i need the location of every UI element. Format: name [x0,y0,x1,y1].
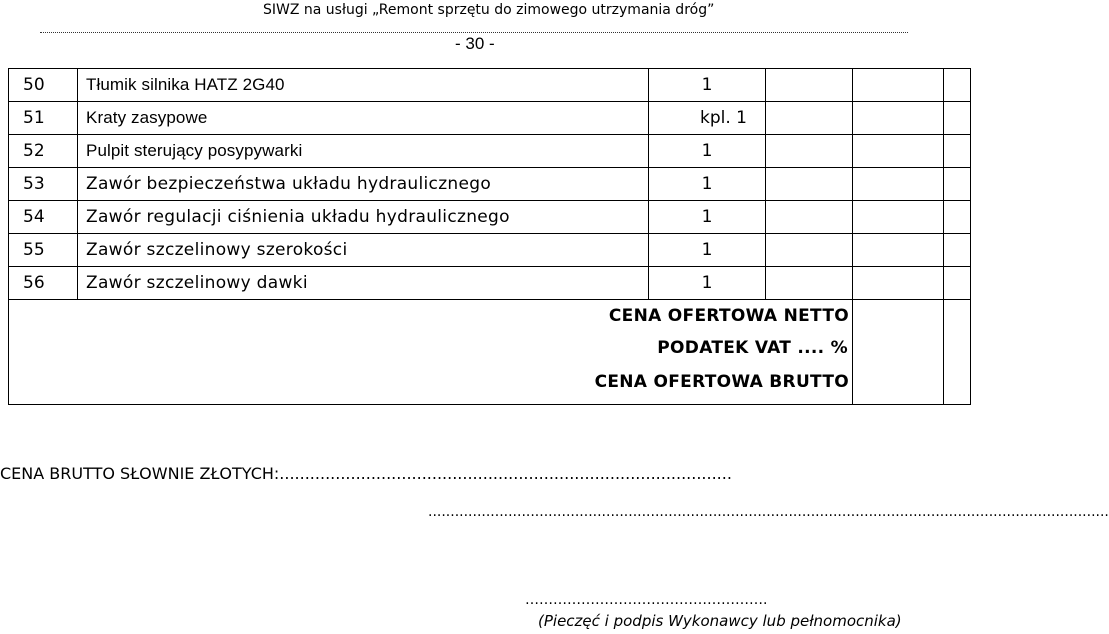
empty-cell [853,69,944,102]
item-name: Zawór szczelinowy dawki [78,267,649,300]
empty-cell [853,102,944,135]
item-number: 50 [9,69,78,102]
empty-cell [766,135,853,168]
empty-cell [853,234,944,267]
empty-cell [944,102,971,135]
item-name: Pulpit sterujący posypywarki [78,135,649,168]
table-row [9,234,971,267]
item-number: 55 [9,234,78,267]
signature-caption: (Pieczęć i podpis Wykonawcy lub pełnomocnika) [538,612,902,630]
header-divider [40,32,908,33]
item-quantity: 1 [649,69,766,102]
item-quantity: 1 [649,234,766,267]
empty-cell [944,69,971,102]
table-row [9,102,971,135]
item-number: 54 [9,201,78,234]
item-name: Zawór regulacji ciśnienia układu hydraulicznego [78,201,649,234]
table-row [9,69,971,102]
empty-cell [944,135,971,168]
empty-cell [944,168,971,201]
items-table [8,68,971,405]
empty-cell [766,168,853,201]
empty-cell [766,234,853,267]
gross-in-words-label: CENA BRUTTO SŁOWNIE ZŁOTYCH:......................................................................................... [0,464,732,483]
empty-cell [853,168,944,201]
empty-cell [853,201,944,234]
item-quantity: 1 [649,135,766,168]
item-quantity: 1 [649,267,766,300]
item-number: 53 [9,168,78,201]
empty-cell [766,267,853,300]
vat-label: PODATEK VAT .... % [657,338,848,358]
empty-cell [944,234,971,267]
item-name: Kraty zasypowe [78,102,649,135]
document-title: SIWZ na usługi „Remont sprzętu do zimowego utrzymania dróg” [263,2,715,18]
empty-cell [766,69,853,102]
item-quantity: kpl. 1 [649,102,766,135]
empty-cell [853,267,944,300]
empty-cell [944,300,971,405]
item-number: 51 [9,102,78,135]
net-price-label: CENA OFERTOWA NETTO [608,306,849,326]
item-name: Zawór bezpieczeństwa układu hydraulicznego [78,168,649,201]
table-row [9,201,971,234]
item-name: Tłumik silnika HATZ 2G40 [78,69,649,102]
summary-row [9,300,971,405]
table-row [9,135,971,168]
dotted-fill-line: ......................................................................................................................................................... [428,504,1109,520]
empty-cell [853,135,944,168]
gross-price-label: CENA OFERTOWA BRUTTO [594,372,849,392]
summary-labels-cell [9,300,853,405]
item-number: 52 [9,135,78,168]
item-quantity: 1 [649,201,766,234]
table-row [9,267,971,300]
item-quantity: 1 [649,168,766,201]
empty-cell [766,201,853,234]
signature-line: ……………………………………………. [525,592,768,608]
empty-cell [944,201,971,234]
table-row [9,168,971,201]
empty-cell [944,267,971,300]
page-number: - 30 - [455,34,495,53]
item-number: 56 [9,267,78,300]
item-name: Zawór szczelinowy szerokości [78,234,649,267]
summary-value-cell [853,300,944,405]
empty-cell [766,102,853,135]
